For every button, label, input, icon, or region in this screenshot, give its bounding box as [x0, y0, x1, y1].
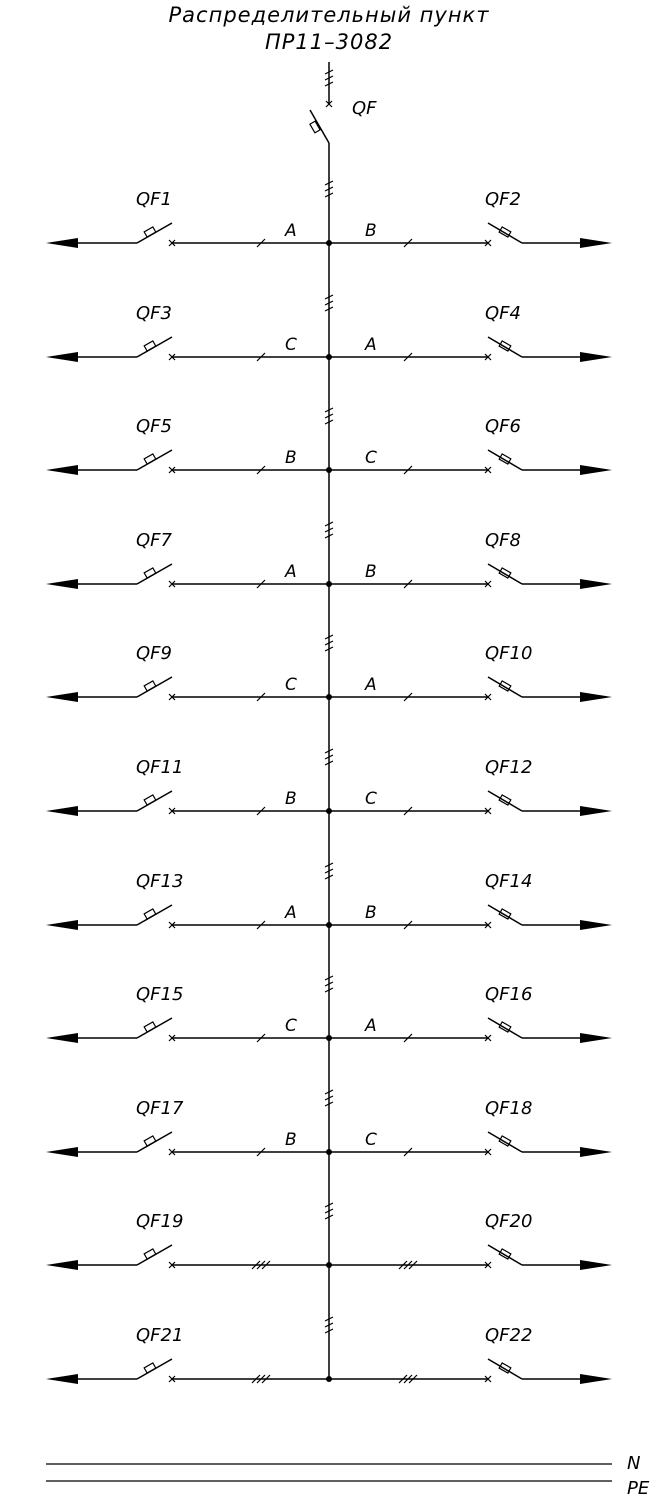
left-arrow-icon [46, 579, 78, 589]
left-arrow-icon [46, 1260, 78, 1270]
breaker-label-right: QF18 [485, 1098, 533, 1119]
phase-label-right: A [365, 335, 377, 355]
breaker-label-right: QF10 [485, 643, 533, 664]
breaker-label-left: QF5 [136, 416, 172, 437]
phase-label-left: B [285, 1130, 297, 1150]
right-arrow-icon [580, 920, 612, 930]
pe-bus-label: PE [627, 1478, 650, 1499]
phase-label-left: B [285, 789, 297, 809]
breaker-label-left: QF9 [136, 643, 172, 664]
phase-label-right: C [365, 1130, 377, 1150]
breaker-label-left: QF11 [136, 757, 184, 778]
phase-label-right: B [365, 562, 377, 582]
phase-label-left: A [285, 903, 297, 923]
breaker-label-left: QF19 [136, 1211, 184, 1232]
breaker-label-left: QF7 [136, 530, 172, 551]
left-arrow-icon [46, 1147, 78, 1157]
breaker-label-right: QF4 [485, 303, 521, 324]
right-arrow-icon [580, 1033, 612, 1043]
breaker-label-left: QF21 [136, 1325, 184, 1346]
phase-label-left: B [285, 448, 297, 468]
phase-label-left: A [285, 221, 297, 241]
left-arrow-icon [46, 920, 78, 930]
breaker-label-right: QF2 [485, 189, 521, 210]
left-arrow-icon [46, 692, 78, 702]
phase-label-left: C [285, 675, 297, 695]
breaker-label-left: QF15 [136, 984, 184, 1005]
breaker-label-left: QF17 [136, 1098, 184, 1119]
phase-label-right: C [365, 789, 377, 809]
right-arrow-icon [580, 806, 612, 816]
left-arrow-icon [46, 465, 78, 475]
phase-label-right: A [365, 675, 377, 695]
left-arrow-icon [46, 238, 78, 248]
left-arrow-icon [46, 1374, 78, 1384]
phase-label-left: A [285, 562, 297, 582]
breaker-label-right: QF22 [485, 1325, 533, 1346]
main-breaker [310, 62, 377, 143]
left-arrow-icon [46, 1033, 78, 1043]
breaker-label-left: QF13 [136, 871, 184, 892]
breaker-label-right: QF20 [485, 1211, 533, 1232]
breaker-label-right: QF8 [485, 530, 521, 551]
phase-label-right: C [365, 448, 377, 468]
main-breaker-label: QF [352, 98, 377, 119]
breaker-label-right: QF16 [485, 984, 533, 1005]
diagram-title: Распределительный пункт [168, 3, 490, 27]
breaker-label-right: QF12 [485, 757, 533, 778]
right-arrow-icon [580, 1147, 612, 1157]
phase-label-right: B [365, 221, 377, 241]
right-arrow-icon [580, 579, 612, 589]
breaker-label-left: QF3 [136, 303, 172, 324]
breaker-label-right: QF6 [485, 416, 521, 437]
left-arrow-icon [46, 352, 78, 362]
breaker-label-right: QF14 [485, 871, 533, 892]
phase-label-left: C [285, 1016, 297, 1036]
right-arrow-icon [580, 465, 612, 475]
right-arrow-icon [580, 238, 612, 248]
right-arrow-icon [580, 352, 612, 362]
right-arrow-icon [580, 692, 612, 702]
breaker-label-left: QF1 [136, 189, 172, 210]
phase-label-left: C [285, 335, 297, 355]
phase-label-right: B [365, 903, 377, 923]
phase-label-right: A [365, 1016, 377, 1036]
left-arrow-icon [46, 806, 78, 816]
right-arrow-icon [580, 1260, 612, 1270]
right-arrow-icon [580, 1374, 612, 1384]
panel-designation: ПР11–3082 [264, 30, 394, 54]
neutral-bus-label: N [627, 1453, 641, 1474]
